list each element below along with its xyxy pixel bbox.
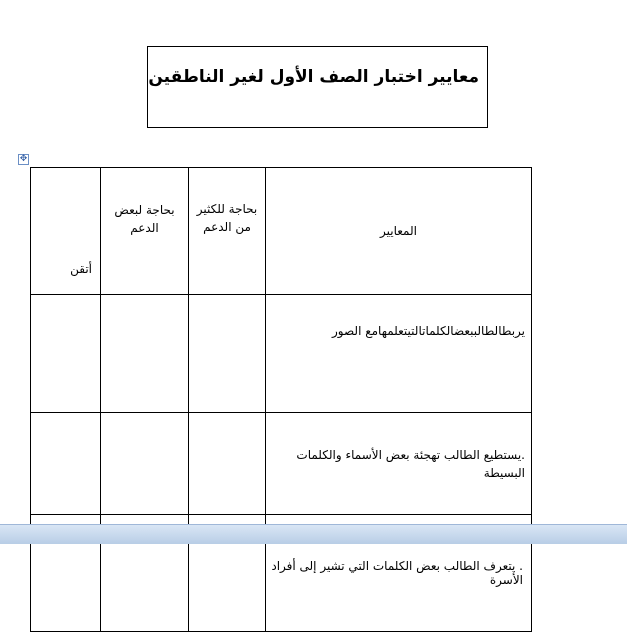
page-title: معايير اختبار الصف الأول لغير الناطقين [148,67,479,87]
header-mastered: أتقن [31,168,101,295]
rating-cell[interactable] [101,295,189,413]
rating-cell[interactable] [31,295,101,413]
rating-cell[interactable] [189,413,266,515]
header-needs-much-support: بحاجة للكثير من الدعم [189,168,266,295]
rating-cell[interactable] [101,413,189,515]
criterion-cell[interactable]: .يستطيع الطالب تهجئة بعض الأسماء والكلمات البسيطة [266,413,532,515]
table-row [31,413,532,515]
criteria-table [30,167,532,632]
header-needs-some-support: بحاجة لبعض الدعم [101,168,189,295]
criterion-cell[interactable]: . يتعرف الطالب بعض الكلمات التي تشير إلى أفراد الأسرة [266,515,532,632]
rating-cell[interactable] [189,295,266,413]
criterion-cell[interactable]: يربطالطالببعضالكلماتالتيتعلمهامع الصور [266,295,532,413]
header-criteria: المعايير [266,168,532,295]
page-title-box [147,46,488,128]
table-row [31,295,532,413]
status-bar [0,524,627,544]
table-move-handle-icon[interactable]: ✥ [19,154,28,164]
table-header-row [31,168,532,295]
rating-cell[interactable] [31,413,101,515]
